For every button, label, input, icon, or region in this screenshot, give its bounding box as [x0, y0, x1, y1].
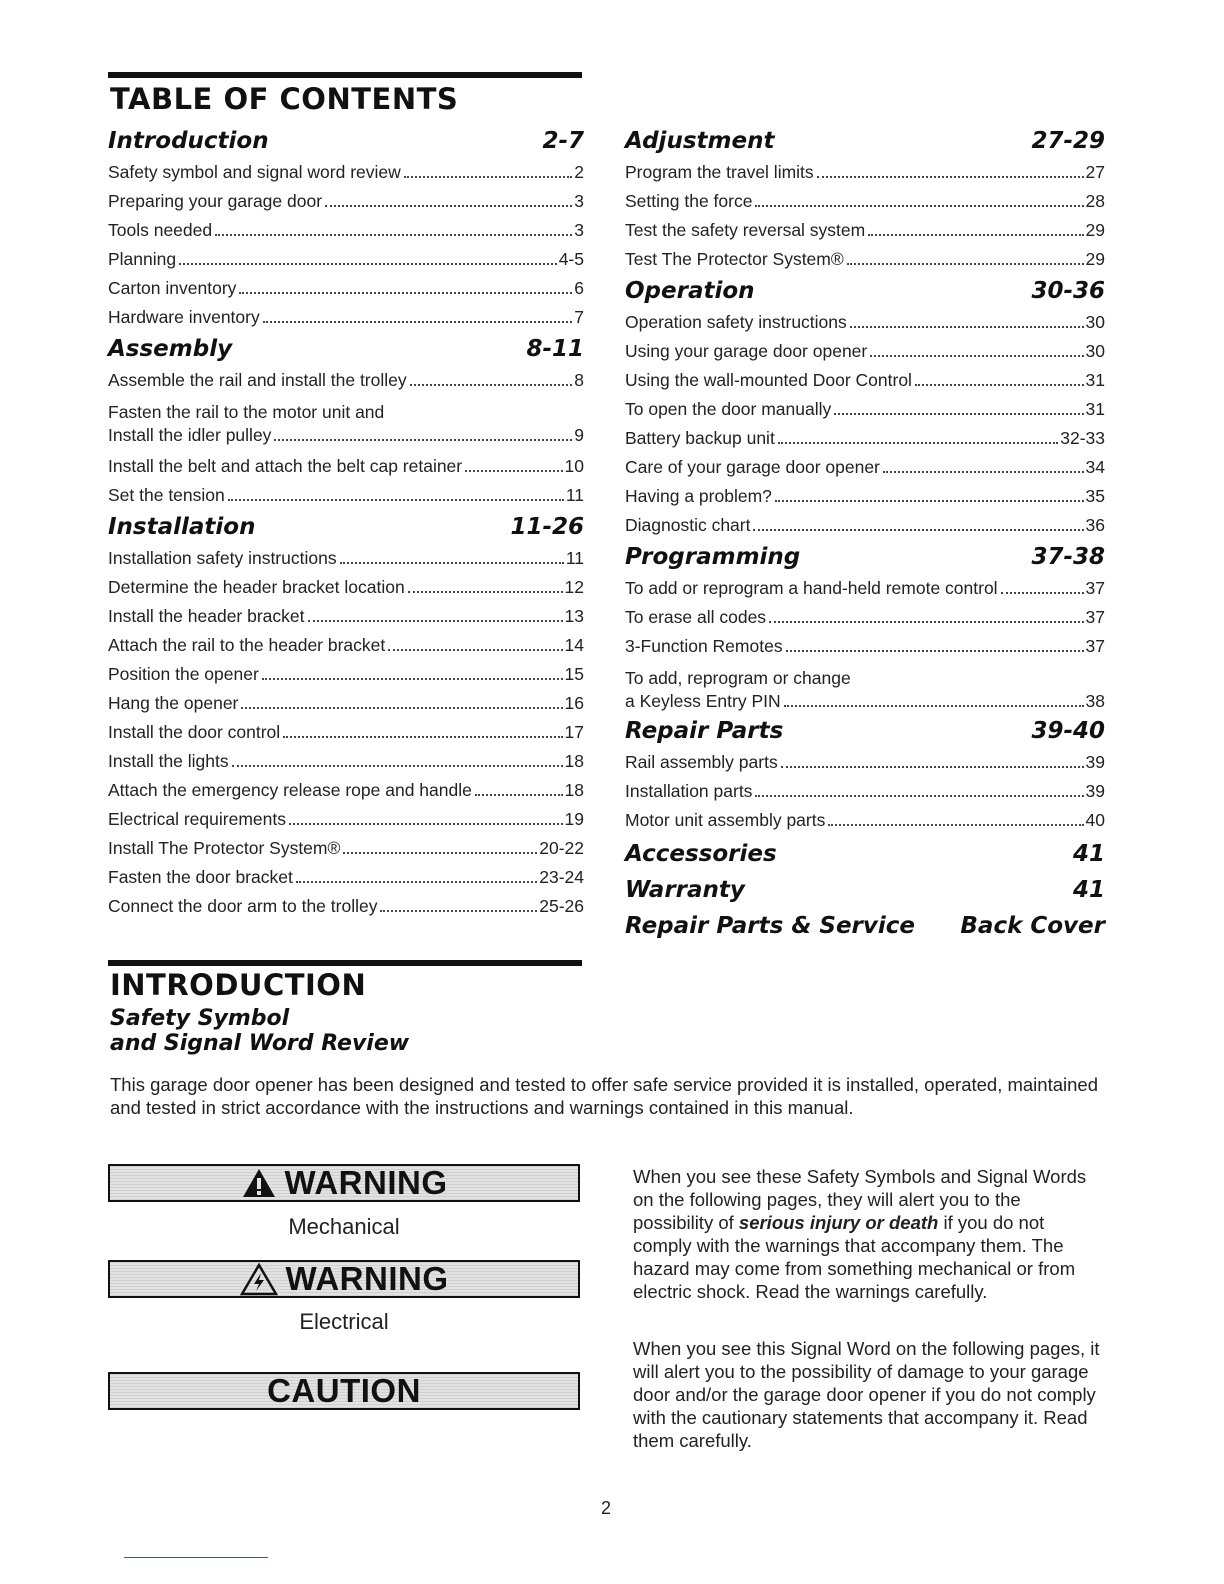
toc-entry-page: 12: [564, 577, 584, 597]
toc-entry-page: 11: [565, 485, 584, 505]
toc-entry[interactable]: [625, 337, 1105, 366]
dot-leader: [388, 649, 562, 651]
toc-entry[interactable]: [108, 602, 584, 631]
toc-entry-label: Planning: [108, 249, 177, 269]
toc-entry-page: 3: [574, 220, 584, 240]
dot-leader: [769, 621, 1083, 623]
footer-link-line: [124, 1557, 268, 1558]
toc-entry[interactable]: [625, 395, 1105, 424]
dot-leader: [847, 263, 1084, 265]
toc-title: TABLE OF CONTENTS: [110, 82, 459, 116]
toc-entry-page: 11: [565, 548, 584, 568]
toc-entry-label: Using your garage door opener: [625, 341, 868, 361]
toc-entry-label: 3-Function Remotes: [625, 636, 783, 656]
toc-entry[interactable]: [108, 834, 584, 863]
toc-section-pages: 37-38: [1031, 544, 1105, 570]
toc-entry-page: 34: [1085, 457, 1105, 477]
dot-leader: [828, 824, 1083, 826]
toc-entry-label: Electrical requirements: [108, 809, 286, 829]
toc-entry[interactable]: [108, 481, 584, 510]
toc-entry[interactable]: [625, 187, 1105, 216]
toc-entry[interactable]: [625, 689, 1105, 713]
dot-leader: [325, 205, 572, 207]
toc-entry-page: 23-24: [539, 867, 584, 887]
toc-entry-label: Test The Protector System®: [625, 249, 844, 269]
toc-entry-page: 16: [564, 693, 584, 713]
toc-entry-page: 15: [564, 664, 584, 684]
dot-leader: [340, 562, 564, 564]
toc-entry[interactable]: [625, 245, 1105, 274]
toc-entry[interactable]: [108, 631, 584, 660]
caution-sign: [108, 1372, 580, 1410]
dot-leader: [817, 176, 1084, 178]
toc-section-adjustment[interactable]: [625, 128, 1105, 154]
toc-entry[interactable]: [625, 424, 1105, 453]
dot-leader: [215, 234, 572, 236]
toc-section-pages: 41: [1072, 877, 1105, 903]
signal-words-explanation: When you see these Safety Symbols and Signal Words on the following pages, they will alert you to the possibility of serious injury or death if you do not comply with the warnings that accompany them. The hazard may come from something mechanical or from electric shock. Read the warnings carefully.: [633, 1166, 1087, 1302]
toc-entry[interactable]: [625, 632, 1105, 661]
toc-entry-page: 4-5: [558, 249, 584, 269]
dot-leader: [781, 766, 1084, 768]
toc-entry[interactable]: [108, 863, 584, 892]
toc-entry-label: Program the travel limits: [625, 162, 814, 182]
toc-entry[interactable]: [108, 776, 584, 805]
toc-entry-page: 10: [564, 456, 584, 476]
dot-leader: [753, 529, 1083, 531]
dot-leader: [239, 292, 572, 294]
toc-entry-page: 6: [574, 278, 584, 298]
intro-subtitle-line2: and Signal Word Review: [110, 1031, 410, 1056]
toc-entry-label: Installation parts: [625, 781, 753, 801]
warning-word: WARNING: [285, 1260, 449, 1297]
toc-section-introduction[interactable]: [108, 128, 584, 154]
toc-entry-page: 30: [1085, 341, 1105, 361]
toc-entry-label: Carton inventory: [108, 278, 237, 298]
dot-leader: [380, 910, 537, 912]
toc-entry[interactable]: [108, 245, 584, 274]
toc-top-rule: [108, 72, 582, 78]
toc-entry-page: 30: [1085, 312, 1105, 332]
dot-leader: [179, 263, 557, 265]
toc-entry[interactable]: [108, 544, 584, 573]
dot-leader: [274, 439, 572, 441]
mechanical-label: Mechanical: [288, 1214, 400, 1239]
toc-section-title: Warranty: [625, 877, 745, 903]
dot-leader: [263, 321, 573, 323]
toc-entry-label: To erase all codes: [625, 607, 767, 627]
dot-leader: [410, 384, 573, 386]
toc-entry-label: Motor unit assembly parts: [625, 810, 826, 830]
dot-leader: [289, 823, 563, 825]
toc-entry-label: Assemble the rail and install the trolley: [108, 370, 407, 390]
toc-entry-label: Preparing your garage door: [108, 191, 323, 211]
toc-entry[interactable]: [108, 366, 584, 395]
toc-entry-label: Hang the opener: [108, 693, 239, 713]
dot-leader: [475, 794, 563, 796]
intro-paragraph: This garage door opener has been designed and tested to offer safe service provided it is installed, operated, maintained and tested in strict accordance with the instructions and warnings contained in this manual.: [110, 1074, 1098, 1118]
toc-entry[interactable]: [625, 216, 1105, 245]
caution-word: CAUTION: [267, 1372, 421, 1409]
intro-subtitle-line1: Safety Symbol: [110, 1006, 290, 1031]
toc-entry-page: 18: [564, 780, 584, 800]
electrical-label: Electrical: [299, 1309, 389, 1334]
dot-leader: [868, 234, 1083, 236]
toc-entry-label: To open the door manually: [625, 399, 832, 419]
exclamation-triangle-icon: [241, 1167, 277, 1199]
toc-entry-page: 35: [1085, 486, 1105, 506]
dot-leader: [775, 500, 1084, 502]
toc-entry[interactable]: [108, 689, 584, 718]
dot-leader: [883, 471, 1084, 473]
toc-entry-label: Tools needed: [108, 220, 213, 240]
intro-title: INTRODUCTION: [110, 968, 367, 1002]
dot-leader: [784, 705, 1084, 707]
toc-entry-page: 38: [1085, 691, 1105, 711]
caution-explanation: When you see this Signal Word on the following pages, it will alert you to the possibility of damage to your garage door and/or the garage door opener if you do not comply with the cautionary statements that accompany it. Read them carefully.: [633, 1338, 1100, 1451]
toc-section-repair-parts[interactable]: [625, 718, 1105, 744]
dot-leader: [228, 499, 564, 501]
toc-section-pages: 39-40: [1031, 718, 1105, 744]
toc-entry[interactable]: [625, 806, 1105, 835]
toc-entry-label: Install the belt and attach the belt cap retainer: [108, 456, 463, 476]
toc-entry-label: Rail assembly parts: [625, 752, 778, 772]
toc-entry-label: a Keyless Entry PIN: [625, 691, 781, 711]
toc-entry[interactable]: [108, 423, 584, 447]
toc-entry-page: 32-33: [1060, 428, 1105, 448]
toc-entry-page: 25-26: [539, 896, 584, 916]
toc-right-column: [625, 124, 1105, 949]
toc-entry-label: Connect the door arm to the trolley: [108, 896, 378, 916]
toc-section-title: Operation: [625, 278, 755, 304]
toc-entry[interactable]: [625, 777, 1105, 806]
toc-entry-label: Operation safety instructions: [625, 312, 847, 332]
toc-section-operation[interactable]: [625, 278, 1105, 304]
toc-section-warranty[interactable]: [625, 877, 1105, 903]
toc-entry-page: 17: [564, 722, 584, 742]
toc-entry-label: Using the wall-mounted Door Control: [625, 370, 912, 390]
serious-injury-emphasis: serious injury or death: [738, 1212, 939, 1233]
toc-entry[interactable]: [108, 274, 584, 303]
toc-section-pages: 11-26: [510, 514, 584, 540]
toc-entry-label: Install the idler pulley: [108, 425, 272, 445]
toc-entry[interactable]: [625, 748, 1105, 777]
dot-leader: [850, 326, 1084, 328]
toc-entry-first-line[interactable]: To add, reprogram or change: [625, 668, 851, 688]
toc-entry-page: 36: [1085, 515, 1105, 535]
toc-entry[interactable]: [625, 366, 1105, 395]
toc-section-title: Installation: [108, 514, 256, 540]
toc-entry-page: 13: [564, 606, 584, 626]
toc-entry-page: 28: [1085, 191, 1105, 211]
toc-entry-page: 2: [574, 162, 584, 182]
dot-leader: [755, 205, 1083, 207]
toc-entry[interactable]: [108, 747, 584, 776]
toc-entry-page: 3: [574, 191, 584, 211]
toc-entry[interactable]: [108, 573, 584, 602]
dot-leader: [308, 620, 563, 622]
toc-entry[interactable]: [625, 574, 1105, 603]
dot-leader: [241, 707, 562, 709]
toc-entry-page: 19: [564, 809, 584, 829]
toc-entry[interactable]: [108, 158, 584, 187]
dot-leader: [778, 442, 1058, 444]
toc-entry-label: Test the safety reversal system: [625, 220, 866, 240]
toc-entry-page: 14: [564, 635, 584, 655]
dot-leader: [232, 765, 563, 767]
dot-leader: [786, 650, 1084, 652]
dot-leader: [262, 678, 563, 680]
toc-entry-page: 37: [1085, 636, 1105, 656]
toc-entry[interactable]: [108, 660, 584, 689]
toc-entry-page: 20-22: [539, 838, 584, 858]
toc-entry[interactable]: [108, 892, 584, 921]
dot-leader: [834, 413, 1083, 415]
toc-section-title: Accessories: [625, 841, 777, 867]
toc-entry-label: Position the opener: [108, 664, 259, 684]
toc-entry[interactable]: [108, 187, 584, 216]
toc-entry-label: To add or reprogram a hand-held remote control: [625, 578, 998, 598]
toc-entry-label: Set the tension: [108, 485, 225, 505]
toc-section-repair-parts-service[interactable]: [625, 913, 1105, 939]
toc-entry-page: 31: [1085, 370, 1105, 390]
toc-entry-label: Install The Protector System®: [108, 838, 341, 858]
dot-leader: [343, 852, 537, 854]
toc-section-pages: 41: [1072, 841, 1105, 867]
toc-entry-page: 18: [564, 751, 584, 771]
toc-entry-label: Having a problem?: [625, 486, 772, 506]
dot-leader: [408, 591, 563, 593]
toc-entry-label: Diagnostic chart: [625, 515, 751, 535]
toc-section-title: Programming: [625, 544, 801, 570]
toc-entry-label: Attach the rail to the header bracket: [108, 635, 386, 655]
toc-entry-page: 40: [1085, 810, 1105, 830]
toc-entry[interactable]: [108, 718, 584, 747]
dot-leader: [465, 470, 562, 472]
toc-section-assembly[interactable]: [108, 336, 584, 362]
toc-entry-label: Install the door control: [108, 722, 281, 742]
toc-entry-page: 39: [1085, 781, 1105, 801]
toc-entry-page: 7: [574, 307, 584, 327]
toc-entry-label: Safety symbol and signal word review: [108, 162, 401, 182]
toc-entry-label: Install the header bracket: [108, 606, 305, 626]
toc-entry-label: Battery backup unit: [625, 428, 775, 448]
warning-mechanical-sign: [108, 1164, 580, 1202]
toc-entry-page: 37: [1085, 607, 1105, 627]
toc-entry-label: Determine the header bracket location: [108, 577, 405, 597]
warning-electrical-sign: [108, 1260, 580, 1298]
dot-leader: [404, 176, 572, 178]
lightning-triangle-icon: [240, 1263, 278, 1296]
toc-section-pages: 27-29: [1031, 128, 1105, 154]
toc-entry[interactable]: [625, 308, 1105, 337]
toc-entry-label: Fasten the door bracket: [108, 867, 293, 887]
toc-entry-page: 31: [1085, 399, 1105, 419]
toc-section-pages: 8-11: [526, 336, 584, 362]
toc-entry[interactable]: [625, 158, 1105, 187]
toc-section-accessories[interactable]: [625, 841, 1105, 867]
toc-entry-label: Install the lights: [108, 751, 229, 771]
toc-section-pages: Back Cover: [960, 913, 1105, 939]
toc-entry-label: Setting the force: [625, 191, 753, 211]
toc-entry[interactable]: [108, 303, 584, 332]
toc-entry-label: Hardware inventory: [108, 307, 260, 327]
toc-entry-page: 8: [574, 370, 584, 390]
toc-section-title: Introduction: [108, 128, 269, 154]
toc-left-column: [108, 124, 584, 921]
warning-word: WARNING: [284, 1164, 448, 1201]
toc-entry-page: 29: [1085, 249, 1105, 269]
dot-leader: [915, 384, 1084, 386]
toc-entry[interactable]: [625, 453, 1105, 482]
toc-section-title: Repair Parts & Service: [625, 913, 916, 939]
toc-section-title: Repair Parts: [625, 718, 784, 744]
intro-top-rule: [108, 960, 582, 966]
toc-entry-label: Attach the emergency release rope and handle: [108, 780, 472, 800]
toc-section-title: Adjustment: [625, 128, 775, 154]
toc-entry[interactable]: [108, 805, 584, 834]
dot-leader: [283, 736, 562, 738]
toc-entry-page: 37: [1085, 578, 1105, 598]
toc-entry[interactable]: [625, 511, 1105, 540]
dot-leader: [870, 355, 1083, 357]
toc-entry-page: 39: [1085, 752, 1105, 772]
dot-leader: [296, 881, 537, 883]
toc-section-programming[interactable]: [625, 544, 1105, 570]
toc-entry-page: 9: [574, 425, 584, 445]
toc-entry-page: 27: [1085, 162, 1105, 182]
toc-entry-page: 29: [1085, 220, 1105, 240]
toc-entry-first-line[interactable]: Fasten the rail to the motor unit and: [108, 402, 385, 422]
toc-entry[interactable]: [108, 216, 584, 245]
toc-entry-label: Care of your garage door opener: [625, 457, 880, 477]
toc-section-installation[interactable]: [108, 514, 584, 540]
toc-section-pages: 30-36: [1031, 278, 1105, 304]
toc-entry[interactable]: [625, 603, 1105, 632]
toc-entry[interactable]: [108, 452, 584, 481]
dot-leader: [1001, 592, 1084, 594]
page-number: 2: [600, 1498, 611, 1518]
toc-section-title: Assembly: [108, 336, 233, 362]
dot-leader: [755, 795, 1083, 797]
toc-entry[interactable]: [625, 482, 1105, 511]
toc-entry-label: Installation safety instructions: [108, 548, 337, 568]
toc-section-pages: 2-7: [542, 128, 584, 154]
